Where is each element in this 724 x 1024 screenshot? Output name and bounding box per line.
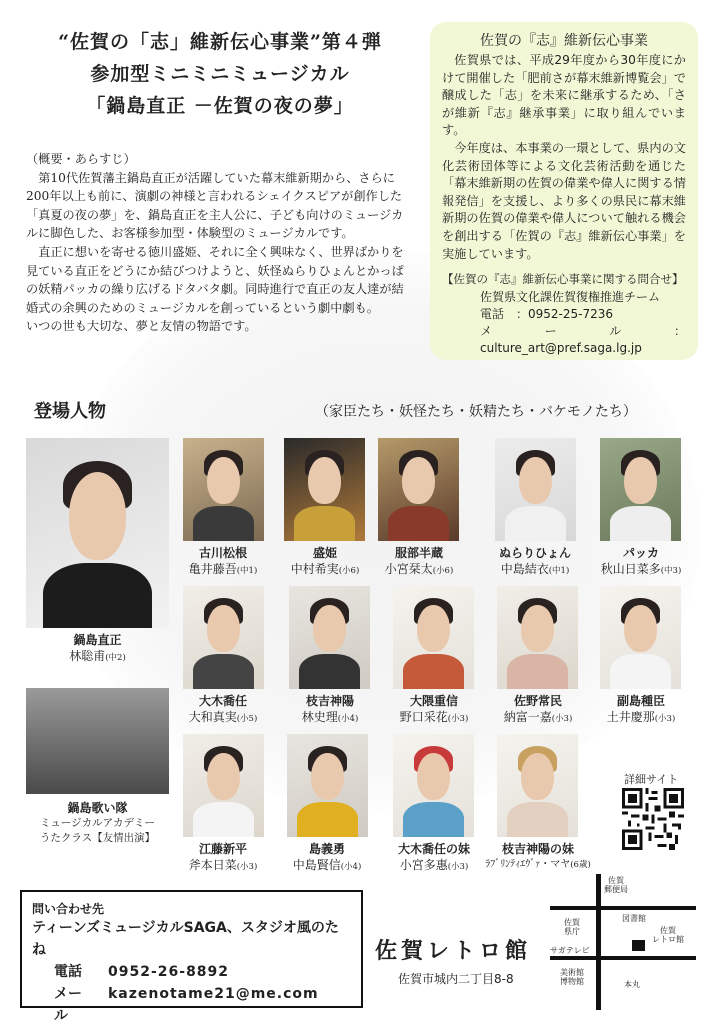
- cast-photo: [183, 586, 264, 689]
- contact-mail[interactable]: kazenotame21@me.com: [108, 986, 319, 1002]
- cast-photo: [378, 438, 459, 541]
- info-paragraph-2: 今年度は、本事業の一環として、県内の文化芸術団体等による文化芸術活動を通じた「幕末維新期の佐賀の偉業や偉人に関する情報発信」を支援し、より多くの県民に幕末維新期の佐賀の偉業や偉人について触れる機会を創出する「佐賀の『志』維新伝心事業」を実施しています。: [442, 140, 686, 261]
- cast-photo: [393, 586, 474, 689]
- info-contact-mail: メール：culture_art@pref.saga.lg.jp: [480, 323, 686, 355]
- venue-map: [548, 872, 698, 1012]
- contact-mail-label: メール: [54, 986, 82, 1024]
- cast-caption: 佐野常民 納富一嘉(小3): [503, 694, 573, 724]
- map-label-retro: 佐賀 レトロ館: [652, 926, 684, 944]
- map-label-saga-tv: サガテレビ: [550, 946, 590, 955]
- cast-photo: [183, 438, 264, 541]
- cast-caption: 枝吉神陽の妹 ﾗﾌﾞﾘﾝﾃｨｴｳﾞｧ・マヤ(6歳): [485, 842, 591, 870]
- cast-caption: 枝吉神陽 林史理(小4): [301, 694, 359, 724]
- event-title: [20, 26, 420, 122]
- contact-heading: 問い合わせ先: [32, 902, 105, 916]
- choir-role: 鍋島歌い隊: [67, 801, 128, 815]
- title-line-2: 参加型ミニミニミュージカル: [90, 63, 350, 85]
- cast-caption: 島義勇 中島賢信(小4): [292, 842, 362, 872]
- choir-line-2: うたクラス【友情出演】: [39, 832, 156, 844]
- cast-photo: [284, 438, 365, 541]
- map-label-prefecture: 佐賀 県庁: [564, 918, 580, 936]
- summary: [26, 150, 411, 336]
- summary-paragraph-1: 第10代佐賀藩主鍋島直正が活躍していた幕末維新期から、さらに200年以上も前に、演劇の神様と言われるシェイクスピアが創作した「真夏の夜の夢」を、鍋島直正を主人公に、子ども向けのミュージカルに脚色した、お客様参加型・体験型のミュージカルです。: [26, 170, 404, 241]
- cast-photo: [287, 734, 368, 837]
- title-line-3: 「鍋島直正 －佐賀の夜の夢」: [86, 95, 354, 117]
- cast-actor: 林聡甫(中2): [69, 649, 126, 663]
- summary-paragraph-2: 直正に想いを寄せる徳川盛姫、それに全く興味なく、世界ばかりを見ている直正をどうにか結びつけようと、妖怪ぬらりひょんとかっぱの妖精パッカの繰り広げるドタバタ劇。同時進行で直正の友人達が結婚式の余興のためのミュージカルを創っているという劇中劇も。: [26, 244, 404, 315]
- cast-caption: 大隈重信 野口采花(小3): [399, 694, 469, 724]
- info-heading: 佐賀の『志』維新伝心事業: [480, 33, 648, 49]
- qr-code-icon[interactable]: [622, 788, 684, 850]
- cast-photo: [183, 734, 264, 837]
- venue-address: 佐賀市城内二丁目8-8: [398, 972, 514, 986]
- contact-tel-label: 電話: [54, 964, 82, 980]
- cast-section-subtitle: （家臣たち・妖怪たち・妖精たち・バケモノたち）: [315, 404, 637, 420]
- cast-photo: [600, 438, 681, 541]
- cast-caption: 古川松根 亀井藤吾(中1): [188, 546, 258, 576]
- choir-caption: [20, 800, 175, 846]
- cast-caption: パッカ 秋山日菜多(中3): [600, 546, 682, 576]
- choir-photo: [26, 688, 169, 794]
- contact-box: [20, 890, 363, 1024]
- summary-heading: （概要・あらすじ）: [26, 152, 136, 166]
- info-contact-heading: 【佐賀の『志』維新伝心事業に関する問合せ】: [442, 272, 684, 287]
- summary-paragraph-3: いつの世も大切な、夢と友情の物語です。: [26, 319, 257, 334]
- cast-caption: 大木喬任 大和真実(小5): [188, 694, 258, 724]
- map-label-museum: 美術館 博物館: [560, 968, 584, 986]
- map-label-post-office: 佐賀 郵便局: [604, 876, 628, 894]
- map-label-library: 図書館: [622, 914, 646, 923]
- info-contact-tel: 電話 ：0952-25-7236: [480, 306, 614, 321]
- cast-caption: 江藤新平 斧本日菜(小3): [188, 842, 258, 872]
- info-contact-org: 佐賀県文化課佐賀復権推進チーム: [480, 289, 661, 304]
- cast-photo: [495, 438, 576, 541]
- map-label-honmaru: 本丸: [624, 980, 640, 989]
- cast-role: 鍋島直正: [73, 633, 122, 647]
- cast-photo: [289, 586, 370, 689]
- cast-caption-lead: [26, 632, 169, 666]
- cast-photo-lead: [26, 438, 169, 628]
- cast-caption: ぬらりひょん 中島結衣(中1): [498, 546, 571, 576]
- contact-org: ティーンズミュージカルSAGA、スタジオ風のたね: [32, 920, 339, 958]
- cast-photo: [393, 734, 474, 837]
- cast-caption: 盛姫 中村希実(小6): [290, 546, 360, 576]
- qr-label: 詳細サイト: [624, 773, 679, 786]
- info-paragraph-1: 佐賀県では、平成29年度から30年度にかけて開催した「肥前さが幕末維新博覧会」で醸成した「志」を未来に継承するため、「さが維新『志』継承事業」に取り組んでいます。: [442, 53, 686, 138]
- cast-photo: [497, 734, 578, 837]
- cast-photo: [600, 586, 681, 689]
- cast-section-title: 登場人物: [34, 401, 106, 422]
- title-line-1: “佐賀の「志」維新伝心事業”第４弾: [58, 31, 382, 53]
- cast-caption: 副島種臣 土井慶那(小3): [606, 694, 676, 724]
- contact-tel[interactable]: 0952-26-8892: [108, 964, 230, 980]
- choir-line-1: ミュージカルアカデミー: [40, 817, 155, 829]
- venue-name: 佐賀レトロ館: [375, 939, 532, 964]
- project-info-box: [430, 22, 698, 360]
- cast-photo: [497, 586, 578, 689]
- cast-caption: 大木喬任の妹 小宮多惠(小3): [397, 842, 470, 872]
- cast-caption: 服部半蔵 小宮栞太(小6): [384, 546, 454, 576]
